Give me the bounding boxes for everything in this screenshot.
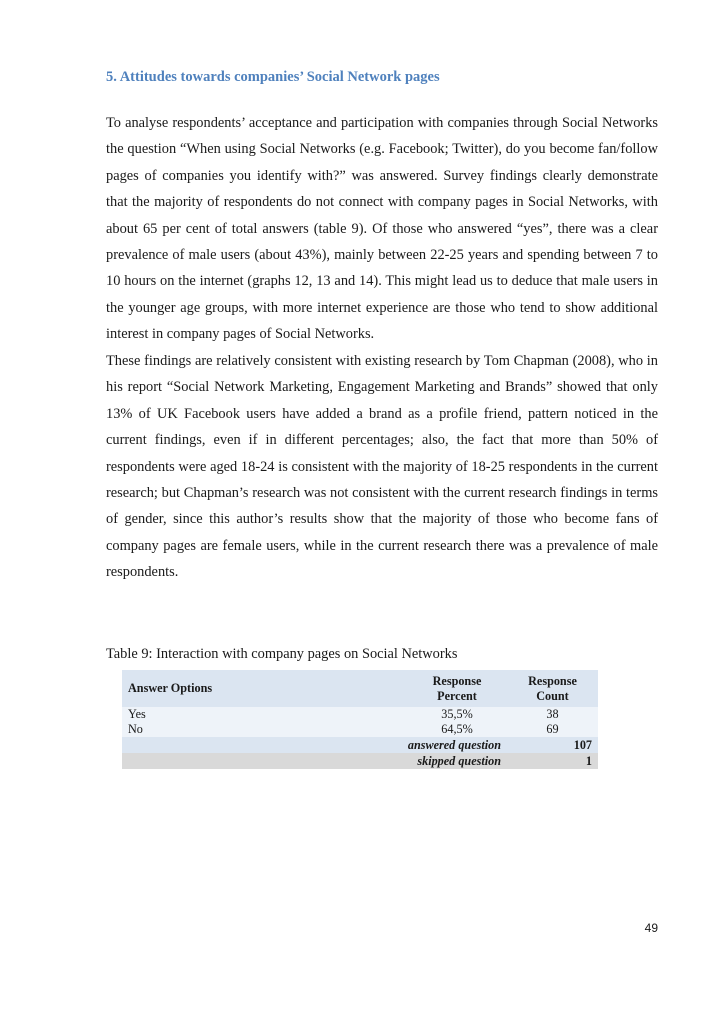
table-row bbox=[122, 707, 598, 722]
header-response-percent bbox=[407, 670, 507, 707]
header-count-line1: Response bbox=[528, 673, 577, 688]
row-count: 38 bbox=[507, 707, 598, 722]
row-percent: 64,5% bbox=[407, 722, 507, 737]
header-count-line2: Count bbox=[536, 688, 569, 703]
paragraph-2: These findings are relatively consistent with existing research by Tom Chapman (2008), who in his report “Social Network Marketing, Engagement Marketing and Brands” showed that only 13% of UK Facebook users have added a brand as a profile friend, pattern noticed in the current findings, even if in different percentages; also, the fact that more than 50% of respondents were aged 18-24 is consistent with the majority of 18-25 respondents in the current research; but Chapman’s research was not consistent with the current research findings in terms of gender, since this author’s results show that the majority of those who become fans of company pages are female users, while in the current research there was a prevalence of male respondents. bbox=[106, 353, 658, 581]
skipped-value: 1 bbox=[507, 753, 598, 769]
row-count: 69 bbox=[507, 722, 598, 737]
table-header-row bbox=[122, 670, 598, 707]
skipped-label: skipped question bbox=[122, 753, 507, 769]
skipped-row bbox=[122, 753, 598, 769]
row-percent: 35,5% bbox=[407, 707, 507, 722]
header-percent-line1: Response bbox=[432, 673, 482, 688]
table-caption: Table 9: Interaction with company pages on Social Networks bbox=[106, 646, 458, 662]
answered-label: answered question bbox=[122, 737, 507, 753]
header-percent-line2: Percent bbox=[437, 688, 477, 703]
paragraph-1: To analyse respondents’ acceptance and participation with companies through Social Networks the question “When using Social Networks (e.g. Facebook; Twitter), do you become fan/follow pages of companies you identify with?” was answered. Survey findings clearly demonstrate that the majority of respondents do not connect with company pages in Social Networks, with about 65 per cent of total answers (table 9). Of those who answered “yes”, there was a clear prevalence of male users (about 43%), mainly between 22-25 years and spending between 7 to 10 hours on the internet (graphs 12, 13 and 14). This might lead us to deduce that male users in the younger age groups, with more internet experience are those who tend to show additional interest in company pages of Social Networks. bbox=[106, 115, 658, 343]
table-row bbox=[122, 722, 598, 737]
answered-row bbox=[122, 737, 598, 753]
row-option: Yes bbox=[122, 707, 407, 722]
section-heading: 5. Attitudes towards companies’ Social Network pages bbox=[106, 69, 440, 85]
page-number: 49 bbox=[644, 921, 658, 935]
answered-value: 107 bbox=[507, 737, 598, 753]
row-option: No bbox=[122, 722, 407, 737]
header-response-count bbox=[507, 670, 598, 707]
header-answer-options: Answer Options bbox=[122, 670, 407, 707]
survey-table bbox=[122, 670, 598, 769]
